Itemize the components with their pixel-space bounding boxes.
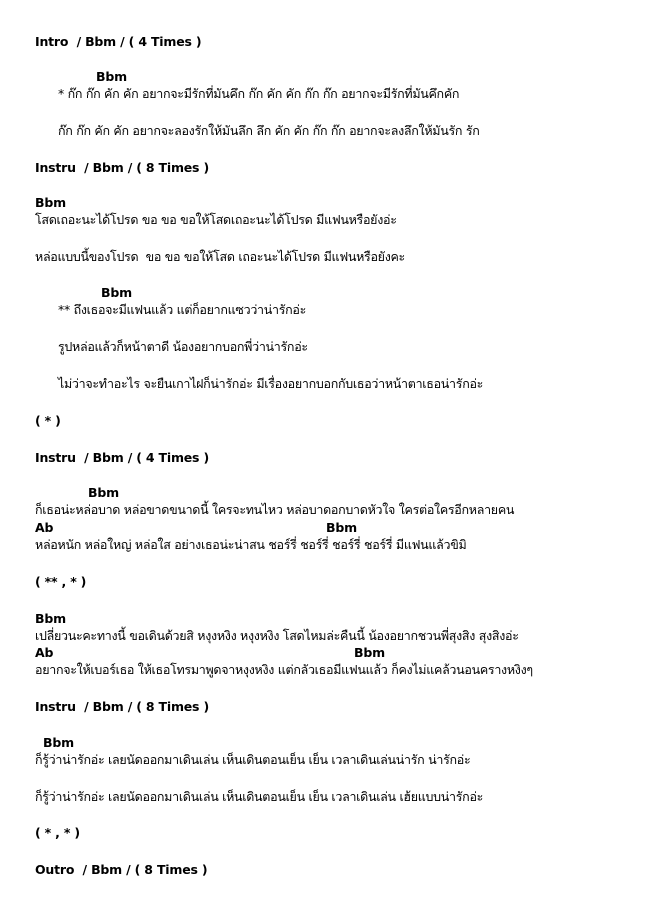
lyric-line: หล่อแบบนี้ของโปรด ขอ ขอ ขอให้โสด เถอะนะได้โปรด มีแฟนหรือยังคะ	[35, 249, 405, 264]
chord-label: Bbm	[35, 195, 66, 210]
lyric-line: * ก๊ก ก๊ก คัก คัก อยากจะมีรักที่มันคึก ก๊ก คัก คัก ก๊ก ก๊ก อยากจะมีรักที่มันคึกคัก	[58, 86, 460, 101]
lyric-line: ก๊ก ก๊ก คัก คัก อยากจะลองรักให้มันลึก ลึก คัก คัก ก๊ก ก๊ก อยากจะลงลึกให้มันรัก รัก	[58, 123, 480, 138]
instru-heading: Instru / Bbm / ( 4 Times )	[35, 450, 209, 465]
instru-heading: Instru / Bbm / ( 8 Times )	[35, 160, 209, 175]
chord-label: Bbm	[101, 285, 132, 300]
repeat-marker: ( * , * )	[35, 825, 80, 840]
repeat-marker: ( * )	[35, 413, 61, 428]
lyric-line: ไม่ว่าจะทำอะไร จะยืนเกาไฝก็น่ารักอ่ะ มีเรื่องอยากบอกกับเธอว่าหน้าตาเธอน่ารักอ่ะ	[58, 376, 484, 391]
lyric-line: รูปหล่อแล้วก็หน้าตาดี น้องอยากบอกพี่ว่าน่ารักอ่ะ	[58, 339, 308, 354]
chord-label: Ab	[35, 645, 54, 660]
lyric-line: อยากจะให้เบอร์เธอ ให้เธอโทรมาพูดจาหงุงหงิง แต่กลัวเธอมีแฟนแล้ว ก็คงไม่แคล้วนอนครางหงิงๆ	[35, 662, 533, 677]
chord-label: Bbm	[326, 520, 357, 535]
chord-label: Bbm	[43, 735, 74, 750]
chord-label: Ab	[35, 520, 54, 535]
lyric-line: ก็รู้ว่าน่ารักอ่ะ เลยนัดออกมาเดินเล่น เห็นเดินตอนเย็น เย็น เวลาเดินเล่นน่ารัก น่ารักอ่ะ	[35, 752, 471, 767]
lyric-line: โสดเถอะนะได้โปรด ขอ ขอ ขอให้โสดเถอะนะได้โปรด มีแฟนหรือยังอ่ะ	[35, 212, 397, 227]
lyric-line: ก็รู้ว่าน่ารักอ่ะ เลยนัดออกมาเดินเล่น เห็นเดินตอนเย็น เย็น เวลาเดินเล่น เฮ้ยแบบน่ารักอ่ะ	[35, 789, 484, 804]
chord-label: Bbm	[354, 645, 385, 660]
repeat-marker: ( ** , * )	[35, 574, 87, 589]
chord-label: Bbm	[96, 69, 127, 84]
chord-label: Bbm	[88, 485, 119, 500]
lyric-line: ก็เธอน่ะหล่อบาด หล่อขาดขนาดนี้ ใครจะทนไหว หล่อบาดอกบาดหัวใจ ใครต่อใครอีกหลายคน	[35, 502, 515, 517]
lyric-line: หล่อหนัก หล่อใหญ่ หล่อใส อย่างเธอน่ะน่าสน ชอร์รี่ ชอร์รี่ ชอร์รี่ ชอร์รี่ มีแฟนแล้วขิมิ	[35, 537, 467, 552]
outro-heading: Outro / Bbm / ( 8 Times )	[35, 862, 208, 877]
chord-label: Bbm	[35, 611, 66, 626]
lyric-line: ** ถึงเธอจะมีแฟนแล้ว แต่ก็อยากแซวว่าน่ารักอ่ะ	[58, 302, 307, 317]
intro-heading: Intro / Bbm / ( 4 Times )	[35, 34, 202, 49]
instru-heading: Instru / Bbm / ( 8 Times )	[35, 699, 209, 714]
lyric-line: เปลี่ยวนะคะทางนี้ ขอเดินด้วยสิ หงุงหงิง หงุงหงิง โสดไหมล่ะคืนนี้ น้องอยากชวนพี่สุงสิง สุงสิงอ่ะ	[35, 628, 519, 643]
